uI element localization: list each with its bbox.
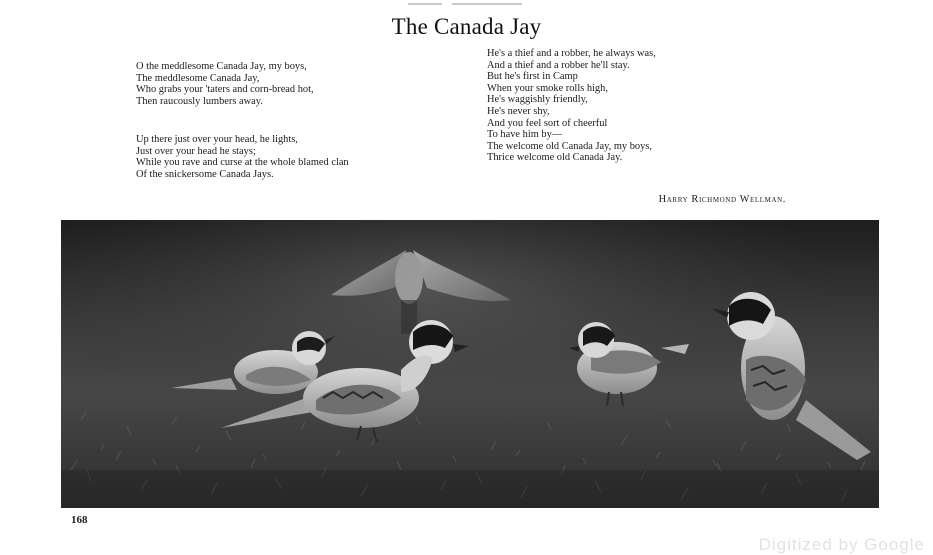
photo-illustration bbox=[61, 220, 879, 508]
foreground-shadow bbox=[61, 470, 879, 508]
poem-line: Who grabs your 'taters and corn-bread hot, bbox=[136, 84, 314, 96]
poem-line: The welcome old Canada Jay, my boys, bbox=[487, 140, 652, 152]
poem-line: Then raucously lumbers away. bbox=[136, 95, 263, 107]
poem-line: Just over your head he stays; bbox=[136, 145, 256, 157]
poem-line: He's a thief and a robber, he always was, bbox=[487, 48, 656, 59]
poem-line: And a thief and a robber he'll stay. bbox=[487, 59, 630, 71]
poem-stanza-2 bbox=[136, 134, 349, 180]
poem-line: Of the snickersome Canada Jays. bbox=[136, 168, 274, 180]
poem-line: He's never shy, bbox=[487, 105, 550, 117]
digitized-watermark: Digitized by Google bbox=[758, 535, 925, 554]
poem-line: The meddlesome Canada Jay, bbox=[136, 72, 260, 84]
poem-line: Up there just over your head, he lights, bbox=[136, 134, 298, 145]
poem-line: But he's first in Camp bbox=[487, 71, 578, 83]
header-rule-right bbox=[452, 3, 522, 5]
poem-line: Thrice welcome old Canada Jay. bbox=[487, 152, 623, 164]
poem-line: When your smoke rolls high, bbox=[487, 82, 608, 94]
poem-line: O the meddlesome Canada Jay, my boys, bbox=[136, 61, 307, 72]
poem-stanza-1 bbox=[136, 61, 314, 107]
page-title: The Canada Jay bbox=[391, 14, 542, 39]
jays-photograph bbox=[61, 220, 879, 508]
page-number: 168 bbox=[71, 514, 88, 526]
poem-line: He's waggishly friendly, bbox=[487, 94, 588, 106]
poem-stanza-3 bbox=[487, 48, 656, 164]
header-rule-left bbox=[408, 3, 442, 5]
poem-line: To have him by— bbox=[487, 129, 563, 141]
poem-line: And you feel sort of cheerful bbox=[487, 117, 608, 129]
poem-author: Harry Richmond Wellman. bbox=[658, 194, 786, 205]
poem-line: While you rave and curse at the whole blamed clan bbox=[136, 157, 349, 169]
